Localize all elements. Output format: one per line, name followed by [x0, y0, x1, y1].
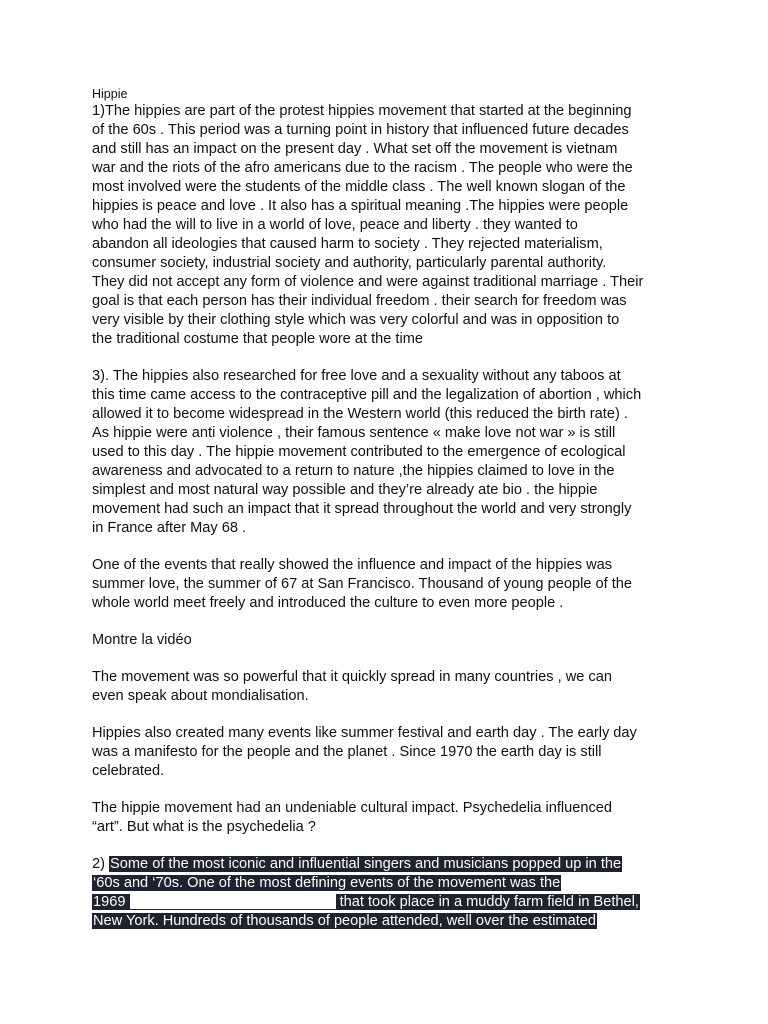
- text-line: most involved were the students of the middle class . The well known slogan of the: [92, 179, 626, 195]
- text-line: “art”. But what is the psychedelia ?: [92, 819, 316, 835]
- selected-text-year: 1969: [93, 894, 130, 910]
- selected-text[interactable]: ‘60s and ‘70s. One of the most defining events of the movement was the: [93, 875, 561, 891]
- paragraph-1: [92, 102, 692, 349]
- document-title: Hippie: [92, 87, 128, 101]
- text-line: the traditional costume that people wore at the time: [92, 331, 423, 347]
- text-line: and still has an impact on the present day . What set off the movement is vietnam: [92, 141, 618, 157]
- highlighted-paragraph[interactable]: [92, 855, 692, 931]
- selected-text[interactable]: Some of the most iconic and influential singers and musicians popped up in the: [110, 856, 622, 872]
- paragraph-4: [92, 631, 692, 650]
- text-line: war and the riots of the afro americans due to the racism . The people who were the: [92, 160, 633, 176]
- paragraph-2: [92, 367, 692, 538]
- text-line: They did not accept any form of violence and were against traditional marriage . Their: [92, 274, 644, 290]
- text-line: [92, 912, 692, 931]
- text-line: who had the will to live in a world of love, peace and liberty . they wanted to: [92, 217, 578, 233]
- text-line: in France after May 68 .: [92, 520, 247, 536]
- text-line: [92, 855, 692, 874]
- document-page: [92, 86, 692, 949]
- text-line: goal is that each person has their individual freedom . their search for freedom was: [92, 293, 627, 309]
- text-line: [92, 874, 692, 893]
- text-line: hippies is peace and love . It also has a spiritual meaning .The hippies were people: [92, 198, 629, 214]
- paragraph-7: [92, 799, 692, 837]
- text-line: celebrated.: [92, 763, 165, 779]
- text-line: summer love, the summer of 67 at San Francisco. Thousand of young people of the: [92, 576, 632, 592]
- text-line: was a manifesto for the people and the planet . Since 1970 the earth day is still: [92, 744, 602, 760]
- text-line: even speak about mondialisation.: [92, 688, 309, 704]
- text-line: used to this day . The hippie movement contributed to the emergence of ecological: [92, 444, 626, 460]
- paragraph-3: [92, 556, 692, 613]
- selected-text-rest: that took place in a muddy farm field in Bethel,: [335, 894, 639, 910]
- text-line: whole world meet freely and introduced the culture to even more people .: [92, 595, 564, 611]
- text-line: awareness and advocated to a return to nature ,the hippies claimed to love in the: [92, 463, 615, 479]
- text-line: this time came access to the contraceptive pill and the legalization of abortion , which: [92, 387, 642, 403]
- paragraph-number: 2): [92, 856, 110, 872]
- paragraph-6: [92, 724, 692, 781]
- text-line: [92, 893, 692, 912]
- selected-text[interactable]: [92, 894, 640, 910]
- blank-gap: [130, 893, 336, 909]
- text-line: movement had such an impact that it spread throughout the world and very strongly: [92, 501, 632, 517]
- text-line: of the 60s . This period was a turning point in history that influenced future decades: [92, 122, 629, 138]
- paragraph-5: [92, 668, 692, 706]
- text-line: 3). The hippies also researched for free love and a sexuality without any taboos at: [92, 368, 621, 384]
- selected-text[interactable]: New York. Hundreds of thousands of people attended, well over the estimated: [93, 913, 596, 929]
- text-line: The movement was so powerful that it quickly spread in many countries , we can: [92, 669, 612, 685]
- text-line: very visible by their clothing style which was very colorful and was in opposition to: [92, 312, 620, 328]
- text-line: Montre la vidéo: [92, 632, 192, 648]
- text-line: simplest and most natural way possible and they’re already ate bio . the hippie: [92, 482, 598, 498]
- text-line: 1)The hippies are part of the protest hippies movement that started at the beginning: [92, 103, 632, 119]
- text-line: The hippie movement had an undeniable cultural impact. Psychedelia influenced: [92, 800, 613, 816]
- text-line: abandon all ideologies that caused harm to society . They rejected materialism,: [92, 236, 603, 252]
- text-line: allowed it to become widespread in the Western world (this reduced the birth rate) .: [92, 406, 628, 422]
- text-line: One of the events that really showed the influence and impact of the hippies was: [92, 557, 613, 573]
- text-line: consumer society, industrial society and authority, particularly parental authority.: [92, 255, 607, 271]
- text-line: As hippie were anti violence , their famous sentence « make love not war » is still: [92, 425, 616, 441]
- text-line: Hippies also created many events like summer festival and earth day . The early day: [92, 725, 637, 741]
